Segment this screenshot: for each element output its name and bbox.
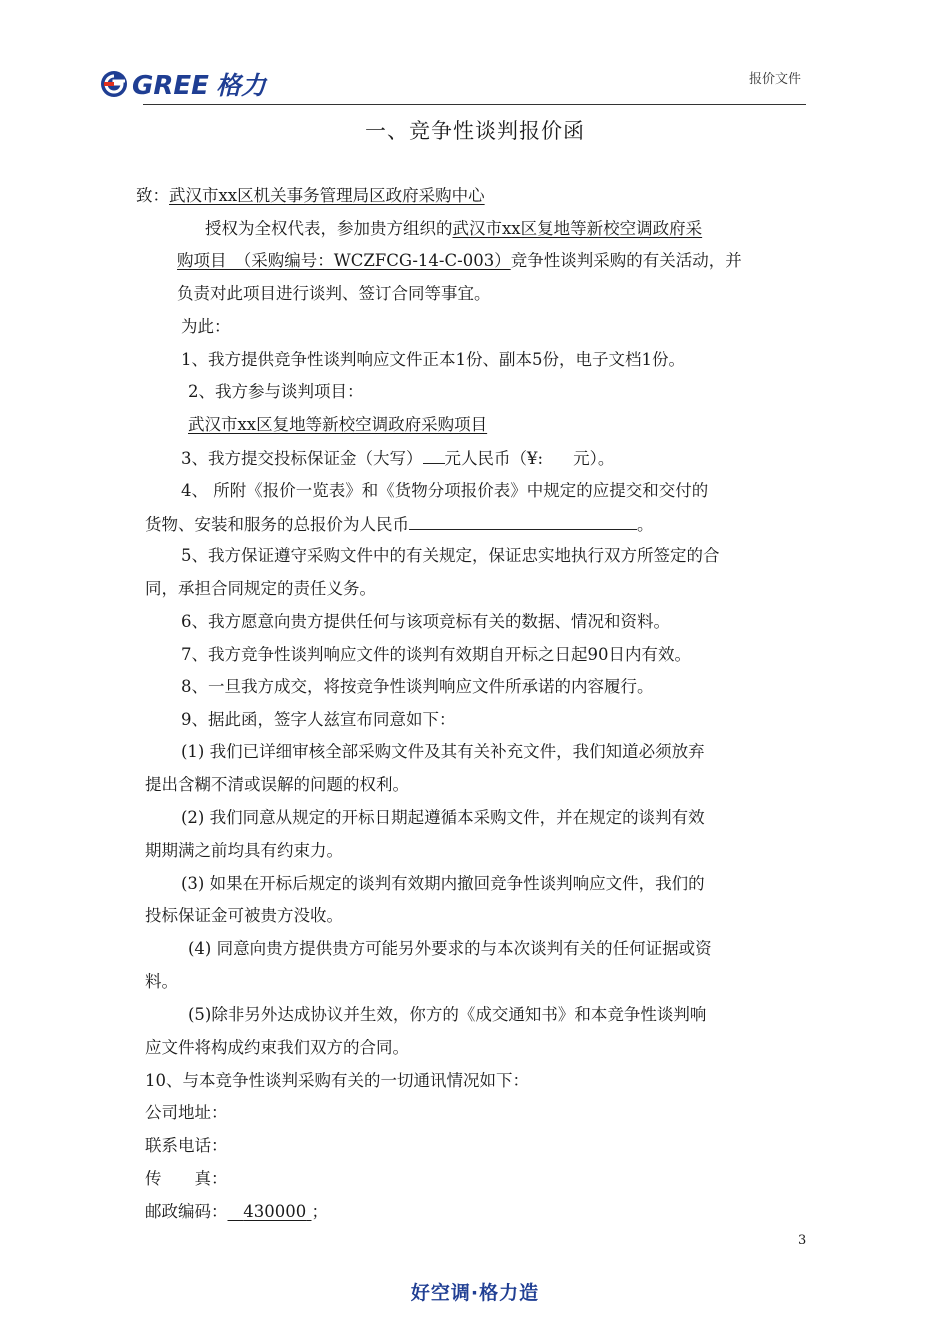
authorization-line-3: 负责对此项目进行谈判、签订合同等事宜。 <box>177 284 491 303</box>
doc-label: 报价文件 <box>749 72 802 87</box>
phone-label: 联系电话： <box>145 1136 228 1155</box>
authorization-text-a: 授权为全权代表，参加贵方组织的 <box>205 219 453 238</box>
project-name-part-b: 购项目 <box>177 251 227 270</box>
postal-code-end: ； <box>311 1202 328 1221</box>
authorization-text-b: 竞争性谈判采购的有关活动，并 <box>510 251 742 270</box>
deposit-words-field[interactable] <box>423 445 445 464</box>
authorization-line-1 <box>205 217 702 241</box>
company-address-label: 公司地址： <box>145 1103 228 1122</box>
item-4-text-b: 货物、安装和服务的总报价为人民币 <box>145 515 409 534</box>
footer-slogan: 好空调·格力造 <box>410 1282 540 1304</box>
addressee-line <box>136 184 485 208</box>
sub-item-4-line-2: 料。 <box>145 972 178 991</box>
item-9: 9、据此函，签字人兹宣布同意如下： <box>181 710 456 729</box>
authorization-line-2 <box>177 249 742 273</box>
sub-item-2-line-1: (2) 我们同意从规定的开标日期起遵循本采购文件，并在规定的谈判有效 <box>181 808 705 827</box>
item-10: 10、与本竞争性谈判采购有关的一切通讯情况如下： <box>145 1071 529 1090</box>
sub-item-1-line-1: (1) 我们已详细审核全部采购文件及其有关补充文件，我们知道必须放弃 <box>181 742 705 761</box>
procurement-code: （采购编号：WCZFCG-14-C-003） <box>243 251 511 270</box>
sub-item-2-line-2: 期期满之前均具有约束力。 <box>145 841 343 860</box>
fax-label: 传 真： <box>145 1169 228 1188</box>
page-number: 3 <box>798 1233 807 1248</box>
postal-code-value: 430000 <box>243 1202 307 1221</box>
item-6: 6、我方愿意向贵方提供任何与该项竞标有关的数据、情况和资料。 <box>181 612 670 631</box>
item-8: 8、一旦我方成交，将按竞争性谈判响应文件所承诺的内容履行。 <box>181 677 654 696</box>
addressee-org: 武汉市xx区机关事务管理局区政府采购中心 <box>169 186 485 205</box>
item-2: 2、我方参与谈判项目： <box>188 382 364 401</box>
header-divider <box>143 104 806 105</box>
hereby-line: 为此： <box>181 317 231 336</box>
sub-item-5-line-2: 应文件将构成约束我们双方的合同。 <box>145 1038 409 1057</box>
addressee-label: 致： <box>136 186 169 205</box>
item-3-text-c: 元）。 <box>573 449 615 468</box>
page-title: 一、竞争性谈判报价函 <box>365 119 585 143</box>
item-5-line-2: 同，承担合同规定的责任义务。 <box>145 579 376 598</box>
postal-code-label: 邮政编码： <box>145 1202 228 1221</box>
item-7: 7、我方竞争性谈判响应文件的谈判有效期自开标之日起90日内有效。 <box>181 645 691 664</box>
project-name-part-a: 武汉市xx区复地等新校空调政府采 <box>452 219 703 238</box>
item-2-project: 武汉市xx区复地等新校空调政府采购项目 <box>188 415 488 434</box>
gree-emblem-icon <box>101 71 127 97</box>
item-1: 1、我方提供竞争性谈判响应文件正本1份、副本5份，电子文档1份。 <box>181 350 685 369</box>
item-3 <box>181 445 614 471</box>
item-5-line-1: 5、我方保证遵守采购文件中的有关规定，保证忠实地执行双方所签定的合 <box>181 546 720 565</box>
sub-item-1-line-2: 提出含糊不清或误解的问题的权利。 <box>145 775 409 794</box>
item-3-text-b: 元人民币（¥: <box>444 449 544 468</box>
item-3-text-a: 3、我方提交投标保证金（大写） <box>181 449 423 468</box>
logo-brand-en: GREE <box>132 71 209 101</box>
sub-item-3-line-2: 投标保证金可被贵方没收。 <box>145 906 343 925</box>
item-4-line-1: 4、 所附《报价一览表》和《货物分项报价表》中规定的应提交和交付的 <box>181 481 709 500</box>
item-4-end: 。 <box>637 515 654 534</box>
logo-brand-cn: 格力 <box>216 71 267 100</box>
postal-code-line <box>145 1200 328 1224</box>
item-4-line-2 <box>145 511 654 537</box>
total-price-field[interactable] <box>409 511 637 530</box>
sub-item-3-line-1: (3) 如果在开标后规定的谈判有效期内撤回竞争性谈判响应文件，我们的 <box>181 874 705 893</box>
sub-item-4-line-1: (4) 同意向贵方提供贵方可能另外要求的与本次谈判有关的任何证据或资 <box>188 939 712 958</box>
gree-logo <box>98 64 278 104</box>
sub-item-5-line-1: (5)除非另外达成协议并生效，你方的《成交通知书》和本竞争性谈判响 <box>188 1005 707 1024</box>
